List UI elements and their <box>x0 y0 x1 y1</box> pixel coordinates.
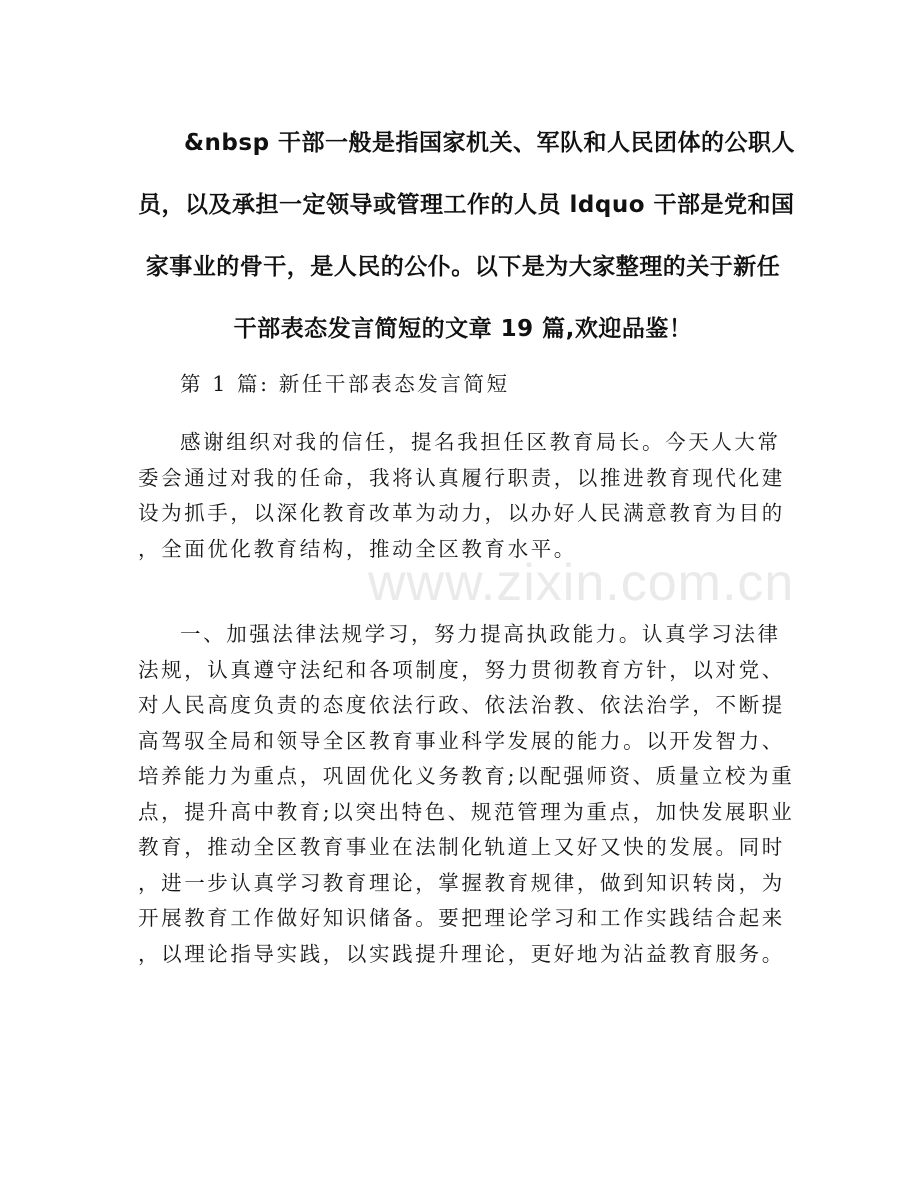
intro-line: 干部表态发言简短的文章 19 篇,欢迎品鉴！ <box>233 316 693 342</box>
section-title: 第 1 篇: 新任干部表态发言简短 <box>180 372 510 396</box>
paragraph-line: ，以理论指导实践，以实践提升理论，更好地为沾益教育服务。 <box>138 941 785 966</box>
paragraph-line: 对人民高度负责的态度依法行政、依法治教、依法治学，不断提 <box>138 693 785 717</box>
paragraph-line: 教育，推动全区教育事业在法制化轨道上又好又快的发展。同时 <box>138 835 785 859</box>
paragraph-2 <box>138 617 795 972</box>
intro-line: 员，以及承担一定领导或管理工作的人员 ldquo 干部是党和国 <box>138 192 795 218</box>
watermark: www.zixin.com.cn <box>368 554 795 612</box>
paragraph-line: 设为抓手，以深化教育改革为动力，以办好人民满意教育为目的 <box>138 501 785 525</box>
paragraph-line: 法规，认真遵守法纪和各项制度，努力贯彻教育方针，以对党、 <box>138 657 785 682</box>
paragraph-line: 一、加强法律法规学习，努力提高执政能力。认真学习法律 <box>180 622 781 646</box>
intro-line: &nbsp 干部一般是指国家机关、军队和人民团体的公职人 <box>184 130 796 156</box>
paragraph-line: 感谢组织对我的信任，提名我担任区教育局长。今天人大常 <box>180 430 781 454</box>
intro-line: 家事业的骨干，是人民的公仆。以下是为大家整理的关于新任 <box>145 254 781 280</box>
paragraph-1 <box>138 425 786 567</box>
intro-paragraph <box>138 112 796 360</box>
paragraph-line: 委会通过对我的任命，我将认真履行职责，以推进教育现代化建 <box>138 465 785 490</box>
paragraph-line: 开展教育工作做好知识储备。要把理论学习和工作实践结合起来 <box>138 906 785 930</box>
paragraph-line: ，全面优化教育结构，推动全区教育水平。 <box>138 536 577 561</box>
paragraph-line: 培养能力为重点，巩固优化义务教育;以配强师资、质量立校为重 <box>138 764 795 788</box>
paragraph-line: 高驾驭全局和领导全区教育事业科学发展的能力。以开发智力、 <box>138 728 785 753</box>
paragraph-line: 点，提升高中教育;以突出特色、规范管理为重点，加快发展职业 <box>138 799 795 824</box>
paragraph-line: ，进一步认真学习教育理论，掌握教育规律，做到知识转岗，为 <box>138 870 785 895</box>
